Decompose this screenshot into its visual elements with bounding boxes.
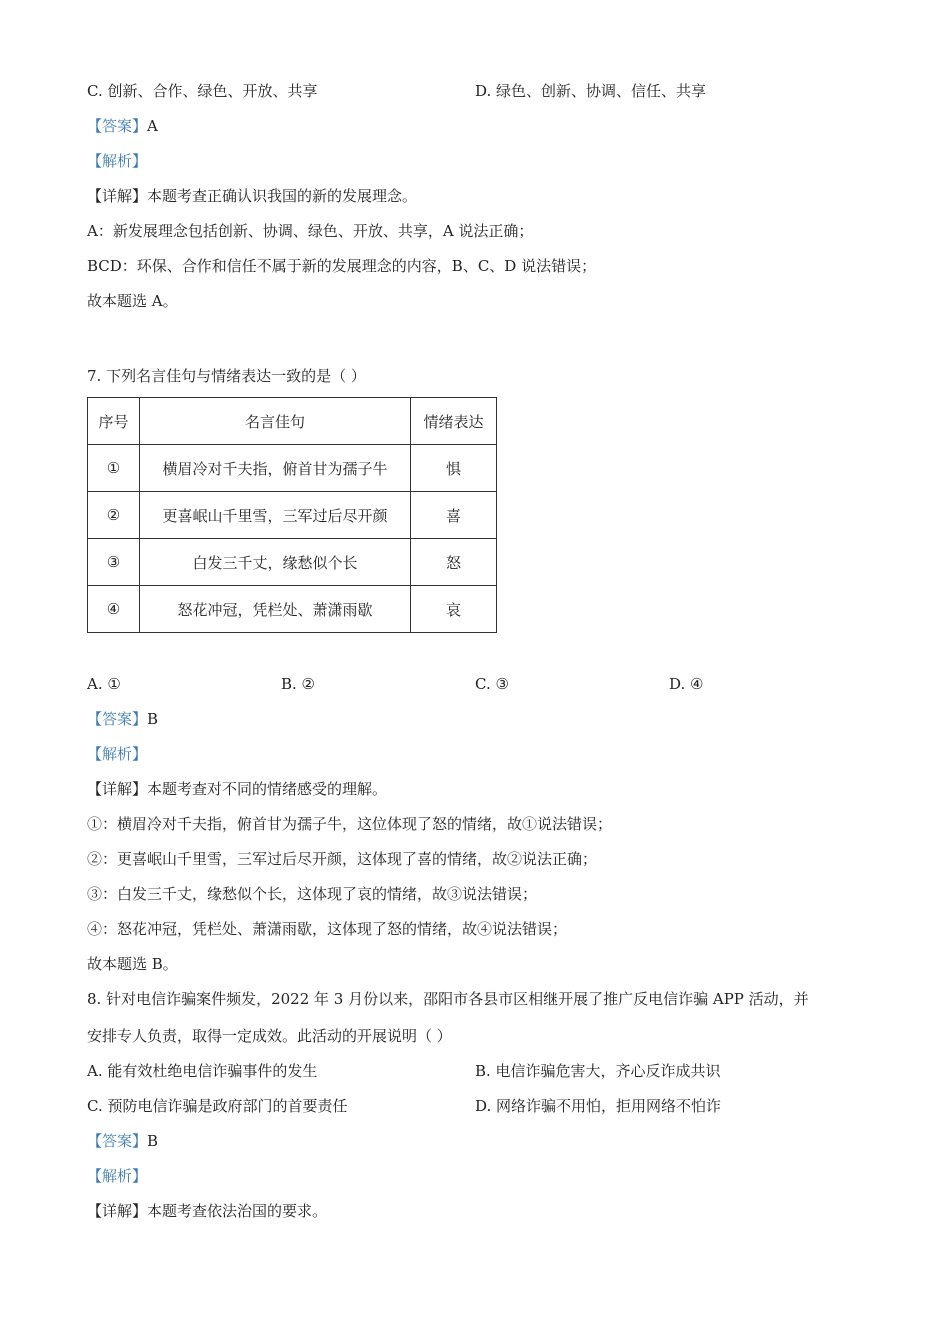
cell-quote: 怒花冲冠，凭栏处、萧潇雨歇 <box>140 586 411 633</box>
q7-detail <box>87 779 387 799</box>
q7-table <box>87 397 497 633</box>
q6-explanation-line: BCD：环保、合作和信任不属于新的发展理念的内容，B、C、D 说法错误； <box>87 257 597 275</box>
q7-explanation-line: ②：更喜岷山千里雪，三军过后尽开颜，这体现了喜的情绪，故②说法正确； <box>87 850 598 868</box>
q6-option-c: C. 创新、合作、绿色、开放、共享 <box>87 82 318 100</box>
cell-quote: 白发三千丈，缘愁似个长 <box>140 539 411 586</box>
answer-tag: 【答案】 <box>87 117 148 135</box>
q8-detail <box>87 1201 327 1221</box>
detail-tag: 【详解】 <box>87 780 148 798</box>
q7-option-d: D. ④ <box>669 675 704 693</box>
cell-number: ④ <box>88 586 140 633</box>
q6-option-d: D. 绿色、创新、协调、信任、共享 <box>475 82 707 100</box>
header-cell-emotion: 情绪表达 <box>411 398 497 445</box>
q7-stem: 7. 下列名言佳句与情绪表达一致的是（ ） <box>87 367 366 385</box>
answer-tag: 【答案】 <box>87 710 148 728</box>
detail-tag: 【详解】 <box>87 1202 148 1220</box>
q8-stem-line2: 安排专人负责，取得一定成效。此活动的开展说明（ ） <box>87 1027 452 1045</box>
table-row <box>88 445 497 492</box>
cell-number: ② <box>88 492 140 539</box>
answer-value: A <box>147 117 158 135</box>
q8-stem-line1: 8. 针对电信诈骗案件频发，2022 年 3 月份以来，邵阳市各县市区相继开展了推广反电信诈骗 APP 活动，并 <box>87 990 809 1008</box>
q8-analysis-tag: 【解析】 <box>87 1167 148 1185</box>
detail-text: 本题考查依法治国的要求。 <box>147 1202 328 1220</box>
detail-tag: 【详解】 <box>87 187 148 205</box>
q7-option-c: C. ③ <box>475 675 509 693</box>
q7-conclusion: 故本题选 B。 <box>87 955 178 973</box>
q8-option-d: D. 网络诈骗不用怕，拒用网络不怕诈 <box>475 1097 722 1115</box>
q7-explanation-line: ①：横眉冷对千夫指，俯首甘为孺子牛，这位体现了怒的情绪，故①说法错误； <box>87 815 613 833</box>
detail-text: 本题考查正确认识我国的新的发展理念。 <box>147 187 418 205</box>
q6-conclusion: 故本题选 A。 <box>87 292 178 310</box>
q8-option-b: B. 电信诈骗危害大，齐心反诈成共识 <box>475 1062 721 1080</box>
q6-answer <box>87 116 158 136</box>
cell-emotion: 哀 <box>411 586 497 633</box>
answer-tag: 【答案】 <box>87 1132 148 1150</box>
cell-emotion: 喜 <box>411 492 497 539</box>
table-row <box>88 539 497 586</box>
q6-explanation-line: A：新发展理念包括创新、协调、绿色、开放、共享，A 说法正确； <box>87 222 534 240</box>
table-row <box>88 586 497 633</box>
answer-value: B <box>147 710 159 728</box>
table-row <box>88 492 497 539</box>
q6-analysis-tag: 【解析】 <box>87 152 148 170</box>
q6-detail <box>87 186 417 206</box>
q7-option-b: B. ② <box>281 675 316 693</box>
cell-emotion: 惧 <box>411 445 497 492</box>
cell-number: ① <box>88 445 140 492</box>
header-cell-number: 序号 <box>88 398 140 445</box>
q7-analysis-tag: 【解析】 <box>87 745 148 763</box>
cell-number: ③ <box>88 539 140 586</box>
detail-text: 本题考查对不同的情绪感受的理解。 <box>147 780 388 798</box>
q7-answer <box>87 709 158 729</box>
cell-quote: 更喜岷山千里雪，三军过后尽开颜 <box>140 492 411 539</box>
q7-explanation-line: ④：怒花冲冠，凭栏处、萧潇雨歇，这体现了怒的情绪，故④说法错误； <box>87 920 568 938</box>
answer-value: B <box>147 1132 159 1150</box>
q8-option-c: C. 预防电信诈骗是政府部门的首要责任 <box>87 1097 348 1115</box>
q8-answer <box>87 1131 158 1151</box>
table-header-row <box>88 398 497 445</box>
header-cell-quote: 名言佳句 <box>140 398 411 445</box>
cell-emotion: 怒 <box>411 539 497 586</box>
q8-option-a: A. 能有效杜绝电信诈骗事件的发生 <box>87 1062 318 1080</box>
q7-option-a: A. ① <box>87 675 121 693</box>
q7-explanation-line: ③：白发三千丈，缘愁似个长，这体现了哀的情绪，故③说法错误； <box>87 885 538 903</box>
cell-quote: 横眉冷对千夫指，俯首甘为孺子牛 <box>140 445 411 492</box>
